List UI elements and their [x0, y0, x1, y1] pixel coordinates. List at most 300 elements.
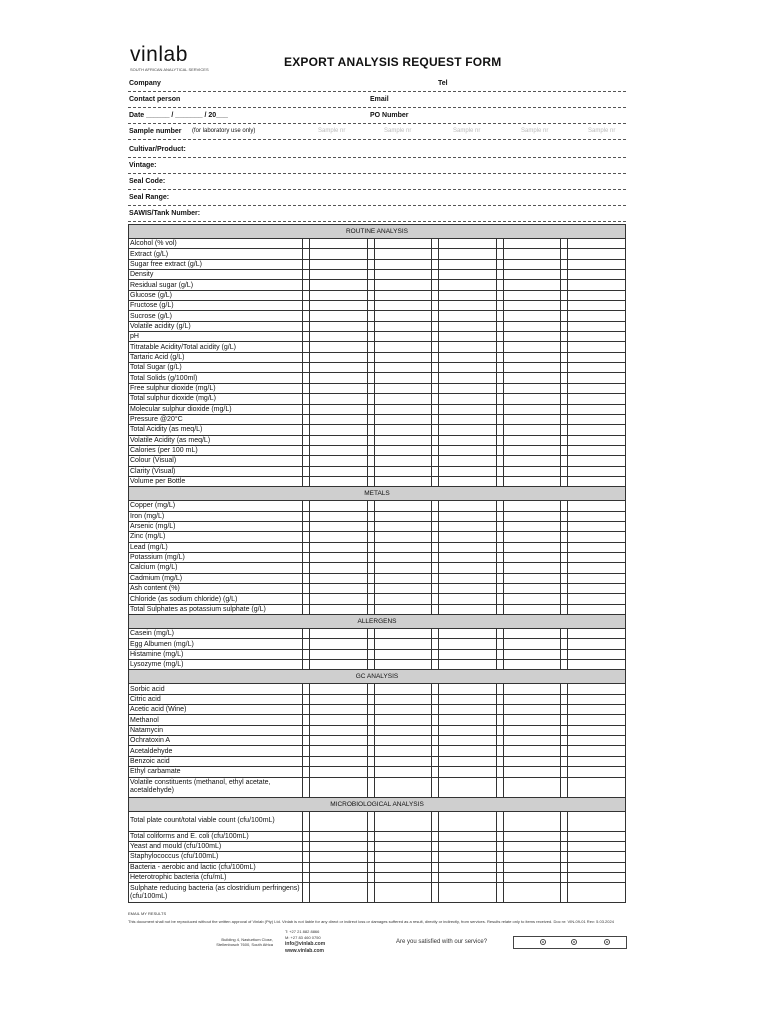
result-cell[interactable] — [432, 883, 439, 903]
result-cell[interactable] — [367, 573, 374, 583]
result-cell[interactable] — [367, 746, 374, 756]
result-cell[interactable] — [568, 660, 626, 670]
result-cell[interactable] — [503, 862, 561, 872]
result-cell[interactable] — [310, 563, 368, 573]
result-cell[interactable] — [561, 301, 568, 311]
result-cell[interactable] — [561, 811, 568, 831]
result-cell[interactable] — [561, 756, 568, 766]
result-cell[interactable] — [303, 872, 310, 882]
result-cell[interactable] — [496, 694, 503, 704]
result-cell[interactable] — [568, 363, 626, 373]
result-cell[interactable] — [303, 249, 310, 259]
result-cell[interactable] — [439, 342, 497, 352]
result-cell[interactable] — [310, 767, 368, 777]
result-cell[interactable] — [561, 445, 568, 455]
result-cell[interactable] — [310, 660, 368, 670]
result-cell[interactable] — [374, 383, 432, 393]
result-cell[interactable] — [367, 552, 374, 562]
result-cell[interactable] — [561, 270, 568, 280]
result-cell[interactable] — [374, 872, 432, 882]
result-cell[interactable] — [439, 542, 497, 552]
result-cell[interactable] — [432, 715, 439, 725]
result-cell[interactable] — [568, 352, 626, 362]
result-cell[interactable] — [432, 831, 439, 841]
result-cell[interactable] — [503, 573, 561, 583]
result-cell[interactable] — [503, 563, 561, 573]
result-cell[interactable] — [367, 767, 374, 777]
result-cell[interactable] — [367, 342, 374, 352]
result-cell[interactable] — [439, 811, 497, 831]
result-cell[interactable] — [496, 552, 503, 562]
result-cell[interactable] — [310, 414, 368, 424]
result-cell[interactable] — [496, 249, 503, 259]
result-cell[interactable] — [496, 660, 503, 670]
result-cell[interactable] — [374, 725, 432, 735]
result-cell[interactable] — [561, 414, 568, 424]
result-cell[interactable] — [367, 660, 374, 670]
result-cell[interactable] — [561, 862, 568, 872]
result-cell[interactable] — [374, 363, 432, 373]
result-cell[interactable] — [310, 552, 368, 562]
result-cell[interactable] — [303, 521, 310, 531]
result-cell[interactable] — [568, 852, 626, 862]
result-cell[interactable] — [374, 604, 432, 614]
result-cell[interactable] — [561, 466, 568, 476]
result-cell[interactable] — [496, 563, 503, 573]
result-cell[interactable] — [303, 445, 310, 455]
result-cell[interactable] — [367, 280, 374, 290]
result-cell[interactable] — [432, 532, 439, 542]
result-cell[interactable] — [432, 521, 439, 531]
result-cell[interactable] — [561, 831, 568, 841]
result-cell[interactable] — [439, 511, 497, 521]
result-cell[interactable] — [310, 404, 368, 414]
result-cell[interactable] — [439, 649, 497, 659]
result-cell[interactable] — [561, 501, 568, 511]
result-cell[interactable] — [303, 841, 310, 851]
result-cell[interactable] — [432, 777, 439, 797]
result-cell[interactable] — [367, 466, 374, 476]
result-cell[interactable] — [561, 694, 568, 704]
result-cell[interactable] — [568, 705, 626, 715]
result-cell[interactable] — [432, 660, 439, 670]
result-cell[interactable] — [432, 373, 439, 383]
result-cell[interactable] — [303, 777, 310, 797]
result-cell[interactable] — [303, 811, 310, 831]
result-cell[interactable] — [496, 684, 503, 694]
result-cell[interactable] — [561, 249, 568, 259]
result-cell[interactable] — [561, 746, 568, 756]
result-cell[interactable] — [367, 862, 374, 872]
result-cell[interactable] — [503, 249, 561, 259]
result-cell[interactable] — [374, 270, 432, 280]
result-cell[interactable] — [310, 841, 368, 851]
result-cell[interactable] — [496, 414, 503, 424]
result-cell[interactable] — [439, 604, 497, 614]
result-cell[interactable] — [367, 563, 374, 573]
result-cell[interactable] — [568, 811, 626, 831]
result-cell[interactable] — [503, 872, 561, 882]
result-cell[interactable] — [568, 694, 626, 704]
result-cell[interactable] — [367, 841, 374, 851]
result-cell[interactable] — [561, 404, 568, 414]
result-cell[interactable] — [303, 342, 310, 352]
result-cell[interactable] — [496, 332, 503, 342]
result-cell[interactable] — [568, 883, 626, 903]
result-cell[interactable] — [496, 532, 503, 542]
result-cell[interactable] — [303, 301, 310, 311]
result-cell[interactable] — [303, 573, 310, 583]
result-cell[interactable] — [496, 394, 503, 404]
footer-web[interactable]: www.vinlab.com — [285, 948, 324, 954]
field-tank-number[interactable] — [128, 206, 626, 222]
result-cell[interactable] — [303, 425, 310, 435]
result-cell[interactable] — [367, 694, 374, 704]
result-cell[interactable] — [374, 694, 432, 704]
result-cell[interactable] — [439, 476, 497, 486]
result-cell[interactable] — [432, 725, 439, 735]
result-cell[interactable] — [367, 501, 374, 511]
result-cell[interactable] — [568, 649, 626, 659]
result-cell[interactable] — [432, 342, 439, 352]
result-cell[interactable] — [561, 629, 568, 639]
result-cell[interactable] — [310, 694, 368, 704]
result-cell[interactable] — [374, 542, 432, 552]
result-cell[interactable] — [496, 456, 503, 466]
result-cell[interactable] — [374, 425, 432, 435]
result-cell[interactable] — [310, 777, 368, 797]
result-cell[interactable] — [374, 445, 432, 455]
result-cell[interactable] — [503, 332, 561, 342]
result-cell[interactable] — [568, 373, 626, 383]
result-cell[interactable] — [568, 563, 626, 573]
result-cell[interactable] — [367, 521, 374, 531]
result-cell[interactable] — [374, 684, 432, 694]
result-cell[interactable] — [303, 352, 310, 362]
result-cell[interactable] — [568, 301, 626, 311]
result-cell[interactable] — [432, 594, 439, 604]
result-cell[interactable] — [496, 862, 503, 872]
result-cell[interactable] — [561, 321, 568, 331]
result-cell[interactable] — [568, 767, 626, 777]
result-cell[interactable] — [503, 414, 561, 424]
result-cell[interactable] — [439, 249, 497, 259]
result-cell[interactable] — [503, 445, 561, 455]
result-cell[interactable] — [432, 394, 439, 404]
result-cell[interactable] — [439, 456, 497, 466]
result-cell[interactable] — [496, 715, 503, 725]
result-cell[interactable] — [374, 777, 432, 797]
result-cell[interactable] — [432, 435, 439, 445]
result-cell[interactable] — [310, 501, 368, 511]
result-cell[interactable] — [496, 445, 503, 455]
result-cell[interactable] — [496, 584, 503, 594]
result-cell[interactable] — [303, 414, 310, 424]
result-cell[interactable] — [374, 767, 432, 777]
result-cell[interactable] — [503, 715, 561, 725]
result-cell[interactable] — [568, 321, 626, 331]
result-cell[interactable] — [503, 363, 561, 373]
result-cell[interactable] — [568, 715, 626, 725]
result-cell[interactable] — [503, 239, 561, 249]
result-cell[interactable] — [303, 649, 310, 659]
result-cell[interactable] — [568, 521, 626, 531]
result-cell[interactable] — [503, 532, 561, 542]
result-cell[interactable] — [303, 373, 310, 383]
result-cell[interactable] — [367, 639, 374, 649]
result-cell[interactable] — [503, 883, 561, 903]
result-cell[interactable] — [439, 736, 497, 746]
result-cell[interactable] — [432, 563, 439, 573]
result-cell[interactable] — [496, 736, 503, 746]
result-cell[interactable] — [496, 542, 503, 552]
result-cell[interactable] — [310, 872, 368, 882]
result-cell[interactable] — [439, 639, 497, 649]
result-cell[interactable] — [439, 532, 497, 542]
result-cell[interactable] — [303, 684, 310, 694]
result-cell[interactable] — [367, 270, 374, 280]
result-cell[interactable] — [503, 259, 561, 269]
result-cell[interactable] — [561, 425, 568, 435]
result-cell[interactable] — [432, 511, 439, 521]
email-results-label[interactable]: EMAIL MY RESULTS — [128, 911, 167, 916]
result-cell[interactable] — [503, 736, 561, 746]
result-cell[interactable] — [561, 383, 568, 393]
result-cell[interactable] — [503, 394, 561, 404]
result-cell[interactable] — [374, 280, 432, 290]
result-cell[interactable] — [496, 321, 503, 331]
result-cell[interactable] — [367, 404, 374, 414]
result-cell[interactable] — [496, 425, 503, 435]
result-cell[interactable] — [568, 594, 626, 604]
result-cell[interactable] — [439, 363, 497, 373]
result-cell[interactable] — [432, 301, 439, 311]
result-cell[interactable] — [439, 301, 497, 311]
result-cell[interactable] — [310, 270, 368, 280]
result-cell[interactable] — [439, 352, 497, 362]
result-cell[interactable] — [432, 456, 439, 466]
result-cell[interactable] — [503, 321, 561, 331]
result-cell[interactable] — [303, 715, 310, 725]
result-cell[interactable] — [503, 831, 561, 841]
result-cell[interactable] — [496, 831, 503, 841]
result-cell[interactable] — [561, 684, 568, 694]
result-cell[interactable] — [503, 604, 561, 614]
result-cell[interactable] — [496, 872, 503, 882]
result-cell[interactable] — [439, 852, 497, 862]
result-cell[interactable] — [568, 290, 626, 300]
result-cell[interactable] — [503, 684, 561, 694]
result-cell[interactable] — [374, 501, 432, 511]
result-cell[interactable] — [432, 270, 439, 280]
result-cell[interactable] — [496, 290, 503, 300]
result-cell[interactable] — [496, 259, 503, 269]
result-cell[interactable] — [568, 425, 626, 435]
result-cell[interactable] — [496, 466, 503, 476]
result-cell[interactable] — [439, 715, 497, 725]
result-cell[interactable] — [303, 404, 310, 414]
result-cell[interactable] — [303, 660, 310, 670]
result-cell[interactable] — [367, 363, 374, 373]
result-cell[interactable] — [432, 445, 439, 455]
result-cell[interactable] — [568, 259, 626, 269]
result-cell[interactable] — [303, 270, 310, 280]
result-cell[interactable] — [503, 756, 561, 766]
result-cell[interactable] — [561, 352, 568, 362]
result-cell[interactable] — [367, 414, 374, 424]
result-cell[interactable] — [503, 629, 561, 639]
result-cell[interactable] — [432, 756, 439, 766]
result-cell[interactable] — [496, 352, 503, 362]
result-cell[interactable] — [374, 456, 432, 466]
result-cell[interactable] — [439, 841, 497, 851]
result-cell[interactable] — [367, 831, 374, 841]
result-cell[interactable] — [496, 725, 503, 735]
result-cell[interactable] — [374, 373, 432, 383]
result-cell[interactable] — [503, 811, 561, 831]
result-cell[interactable] — [561, 777, 568, 797]
result-cell[interactable] — [496, 767, 503, 777]
result-cell[interactable] — [432, 476, 439, 486]
result-cell[interactable] — [432, 841, 439, 851]
result-cell[interactable] — [303, 435, 310, 445]
result-cell[interactable] — [374, 476, 432, 486]
result-cell[interactable] — [439, 332, 497, 342]
result-cell[interactable] — [439, 872, 497, 882]
result-cell[interactable] — [303, 705, 310, 715]
result-cell[interactable] — [310, 862, 368, 872]
result-cell[interactable] — [503, 342, 561, 352]
result-cell[interactable] — [374, 532, 432, 542]
result-cell[interactable] — [432, 352, 439, 362]
result-cell[interactable] — [310, 811, 368, 831]
result-cell[interactable] — [561, 552, 568, 562]
result-cell[interactable] — [432, 321, 439, 331]
result-cell[interactable] — [568, 573, 626, 583]
result-cell[interactable] — [439, 756, 497, 766]
result-cell[interactable] — [367, 542, 374, 552]
result-cell[interactable] — [503, 694, 561, 704]
result-cell[interactable] — [432, 629, 439, 639]
result-cell[interactable] — [374, 639, 432, 649]
contact-row[interactable] — [128, 92, 626, 108]
result-cell[interactable] — [432, 280, 439, 290]
result-cell[interactable] — [374, 883, 432, 903]
result-cell[interactable] — [561, 736, 568, 746]
result-cell[interactable] — [439, 746, 497, 756]
result-cell[interactable] — [568, 501, 626, 511]
result-cell[interactable] — [568, 249, 626, 259]
result-cell[interactable] — [496, 363, 503, 373]
result-cell[interactable] — [303, 552, 310, 562]
result-cell[interactable] — [374, 466, 432, 476]
result-cell[interactable] — [374, 239, 432, 249]
result-cell[interactable] — [561, 435, 568, 445]
field-vintage[interactable] — [128, 158, 626, 174]
result-cell[interactable] — [367, 511, 374, 521]
result-cell[interactable] — [374, 511, 432, 521]
result-cell[interactable] — [503, 725, 561, 735]
result-cell[interactable] — [432, 639, 439, 649]
result-cell[interactable] — [374, 629, 432, 639]
result-cell[interactable] — [310, 239, 368, 249]
result-cell[interactable] — [561, 342, 568, 352]
result-cell[interactable] — [503, 521, 561, 531]
result-cell[interactable] — [303, 501, 310, 511]
result-cell[interactable] — [374, 552, 432, 562]
result-cell[interactable] — [374, 649, 432, 659]
footer-email[interactable]: info@vinlab.com — [285, 941, 326, 947]
result-cell[interactable] — [439, 383, 497, 393]
result-cell[interactable] — [367, 259, 374, 269]
result-cell[interactable] — [374, 342, 432, 352]
result-cell[interactable] — [367, 383, 374, 393]
result-cell[interactable] — [439, 521, 497, 531]
result-cell[interactable] — [568, 841, 626, 851]
result-cell[interactable] — [496, 811, 503, 831]
result-cell[interactable] — [561, 290, 568, 300]
result-cell[interactable] — [310, 352, 368, 362]
result-cell[interactable] — [310, 649, 368, 659]
result-cell[interactable] — [496, 705, 503, 715]
result-cell[interactable] — [503, 383, 561, 393]
result-cell[interactable] — [303, 511, 310, 521]
result-cell[interactable] — [367, 456, 374, 466]
result-cell[interactable] — [496, 883, 503, 903]
result-cell[interactable] — [374, 249, 432, 259]
result-cell[interactable] — [503, 270, 561, 280]
result-cell[interactable] — [568, 476, 626, 486]
result-cell[interactable] — [367, 684, 374, 694]
result-cell[interactable] — [503, 660, 561, 670]
result-cell[interactable] — [310, 521, 368, 531]
result-cell[interactable] — [374, 746, 432, 756]
result-cell[interactable] — [568, 435, 626, 445]
result-cell[interactable] — [561, 649, 568, 659]
result-cell[interactable] — [503, 311, 561, 321]
result-cell[interactable] — [561, 594, 568, 604]
result-cell[interactable] — [367, 872, 374, 882]
result-cell[interactable] — [439, 435, 497, 445]
result-cell[interactable] — [303, 532, 310, 542]
result-cell[interactable] — [374, 736, 432, 746]
result-cell[interactable] — [439, 394, 497, 404]
result-cell[interactable] — [310, 476, 368, 486]
result-cell[interactable] — [303, 756, 310, 766]
result-cell[interactable] — [367, 736, 374, 746]
result-cell[interactable] — [367, 239, 374, 249]
result-cell[interactable] — [503, 705, 561, 715]
result-cell[interactable] — [303, 883, 310, 903]
result-cell[interactable] — [561, 280, 568, 290]
result-cell[interactable] — [367, 445, 374, 455]
result-cell[interactable] — [439, 552, 497, 562]
result-cell[interactable] — [367, 332, 374, 342]
result-cell[interactable] — [374, 594, 432, 604]
result-cell[interactable] — [367, 756, 374, 766]
result-cell[interactable] — [310, 639, 368, 649]
result-cell[interactable] — [561, 639, 568, 649]
result-cell[interactable] — [374, 352, 432, 362]
result-cell[interactable] — [496, 404, 503, 414]
result-cell[interactable] — [432, 383, 439, 393]
result-cell[interactable] — [568, 466, 626, 476]
result-cell[interactable] — [367, 883, 374, 903]
result-cell[interactable] — [374, 435, 432, 445]
result-cell[interactable] — [568, 872, 626, 882]
result-cell[interactable] — [367, 811, 374, 831]
result-cell[interactable] — [503, 301, 561, 311]
